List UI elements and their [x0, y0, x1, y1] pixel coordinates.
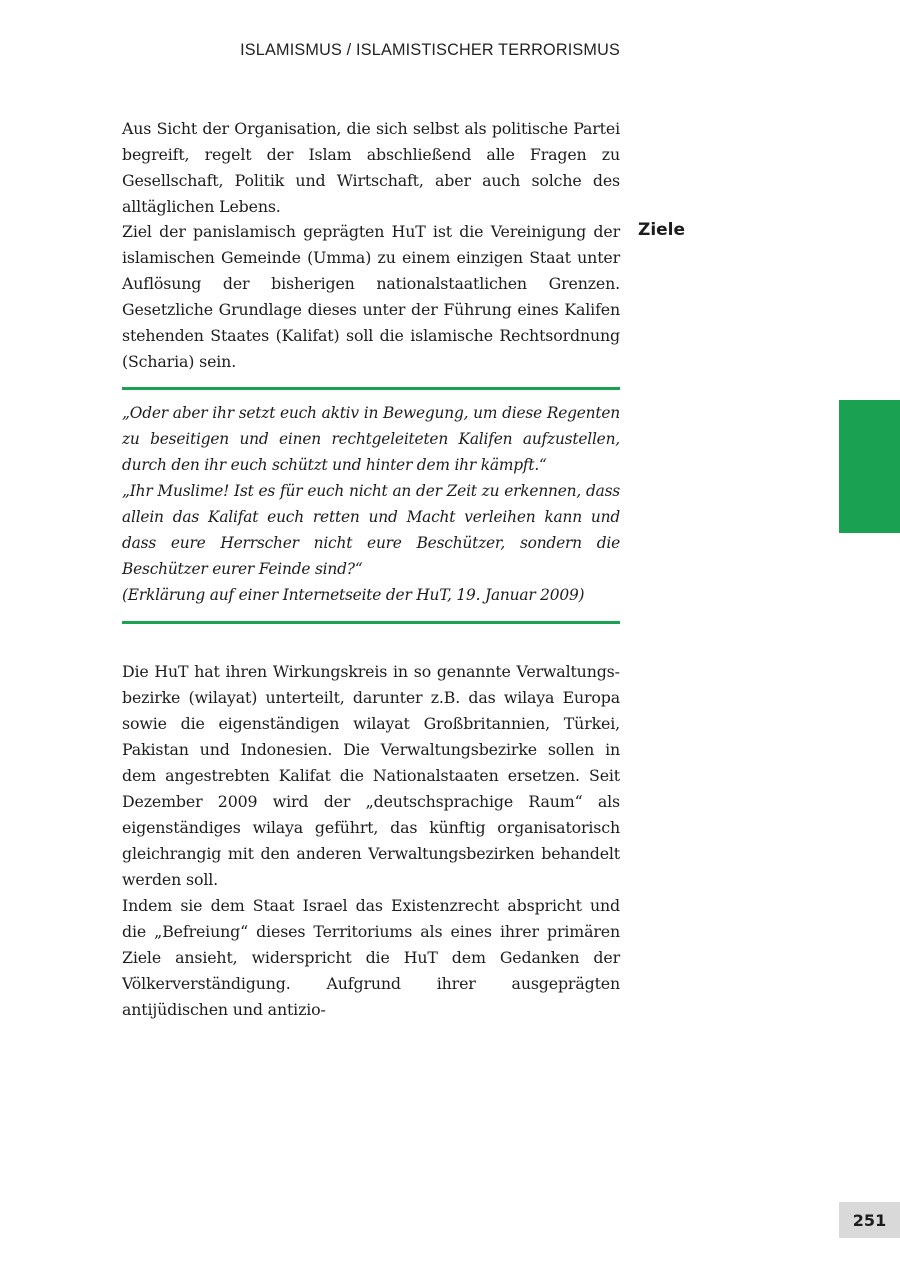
body-paragraph-goals: Ziel der panislamisch geprägten HuT ist die Vereinigung der islamischen Gemeinde (Umma) zu einem einzigen Staat unter Auflösung der bisherigen nationalstaatlichen Grenzen. Gesetzliche Grundlage dieses unter der Führung eines Kalifen stehenden Staates (Kalifat) soll die islamische Rechtsordnung (Scharia) sein.: [122, 222, 620, 371]
body-paragraph-israel: Indem sie dem Staat Israel das Existenzrecht abspricht und die „Befreiung“ dieses Territoriums als eines ihrer primären Ziele ansieht, widerspricht die HuT dem Gedanken der Völkerverständigung. Aufgrund ihrer ausgeprägten antijüdischen und antizio-: [122, 896, 620, 1019]
body-paragraph-organisation-view: Aus Sicht der Organisation, die sich selbst als politische Partei begreift, regelt der Islam abschließend alle Fragen zu Gesellschaft, Politik und Wirtschaft, aber auch solche des alltäglichen Lebens.: [122, 119, 620, 216]
chapter-thumb-tab: [839, 400, 900, 533]
quote-source: (Erklärung auf einer Internetseite der HuT, 19. Januar 2009): [122, 586, 585, 604]
quote-box: [122, 400, 620, 608]
quote-top-rule: [122, 387, 620, 390]
body-paragraph-administrative-districts: Die HuT hat ihren Wirkungskreis in so genannte Verwaltungsbezirke (wilayat) unterteilt, darunter z.B. das wilaya Europa sowie die eigenständigen wilayat Großbritannien, Türkei, Pakistan und Indonesien. Die Verwaltungsbezirke sollen in dem angestrebten Kalifat die Nationalstaaten ersetzen. Seit Dezember 2009 wird der „deutschsprachige Raum“ als eigenständiges wilaya geführt, das künftig organisatorisch gleichrangig mit den anderen Verwaltungsbezirken behandelt werden soll.: [122, 662, 620, 889]
quote-text-1: „Oder aber ihr setzt euch aktiv in Bewegung, um diese Regenten zu beseitigen und einen rechtgeleiteten Kalifen aufzustellen, durch den ihr euch schützt und hinter dem ihr kämpft.“: [122, 404, 620, 474]
quote-text-2: „Ihr Muslime! Ist es für euch nicht an der Zeit zu erkennen, dass allein das Kalifat euch retten und Macht verleihen kann und dass eure Herrscher nicht eure Beschützer, sondern die Beschützer eurer Feinde sind?“: [122, 482, 620, 578]
page-number-box: [839, 1202, 900, 1238]
quote-bottom-rule: [122, 621, 620, 624]
margin-heading-ziele: Ziele: [638, 220, 686, 240]
running-head: ISLAMISMUS / ISLAMISTISCHER TERRORISMUS: [240, 41, 620, 59]
page-number: 251: [852, 1210, 887, 1230]
